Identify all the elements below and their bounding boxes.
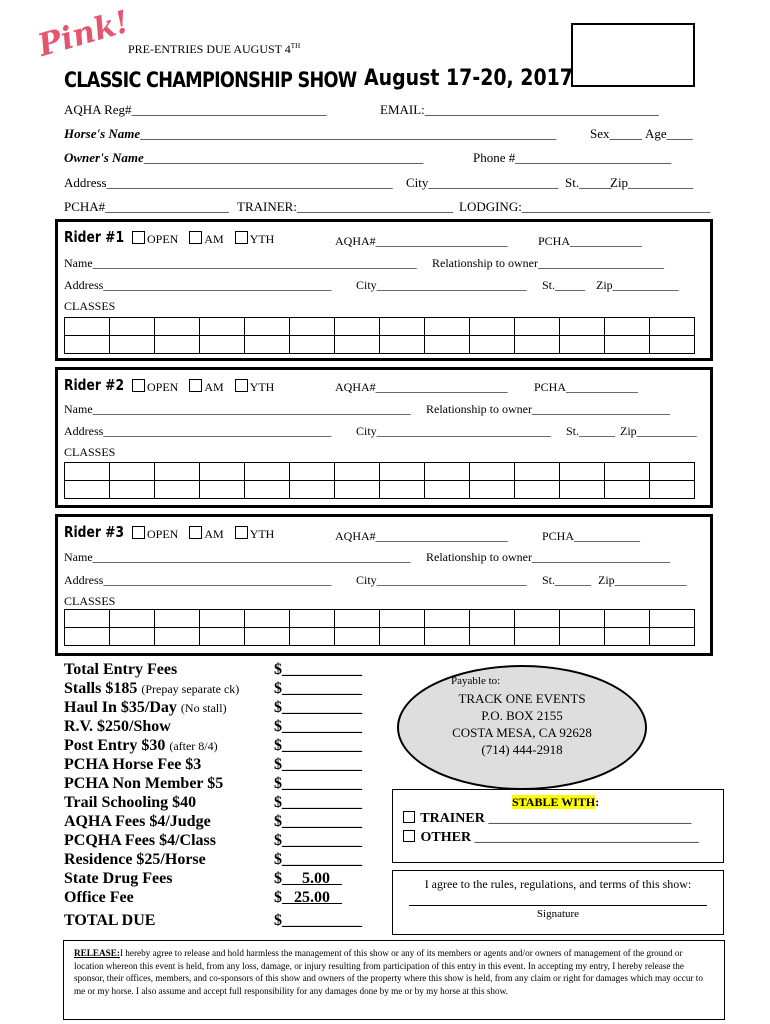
fee-amount-field[interactable]: $__________ — [274, 699, 362, 716]
fee-label: Haul In $35/Day (No stall) — [64, 699, 227, 716]
rider-pcha-field[interactable]: PCHA____________ — [534, 380, 639, 394]
rider-state-field[interactable]: St.______ — [542, 573, 592, 587]
zip-field[interactable]: Zip__________ — [610, 175, 694, 190]
payable-city: COSTA MESA, CA 92628 — [452, 725, 592, 740]
office-use-box — [571, 23, 695, 87]
state-field[interactable]: St._____ — [565, 175, 612, 190]
show-title: CLASSIC CHAMPIONSHIP SHOW — [64, 68, 357, 92]
payable-name: TRACK ONE EVENTS — [458, 691, 586, 706]
open-checkbox[interactable]: OPEN — [132, 232, 178, 246]
age-field[interactable]: Age____ — [645, 126, 693, 141]
total-due-label: TOTAL DUE — [64, 912, 156, 929]
rider-pcha-field[interactable]: PCHA____________ — [538, 234, 643, 248]
pink-copy-stamp: Pink! — [34, 3, 134, 64]
fee-amount-field[interactable]: $__________ — [274, 775, 362, 792]
fee-amount-field[interactable]: $__________ — [274, 794, 362, 811]
rider-address-field[interactable]: Address______________________________________ — [64, 424, 332, 438]
rider-1-section — [55, 219, 713, 361]
lodging-field[interactable]: LODGING:_____________________________ — [459, 199, 711, 214]
address-field[interactable]: Address____________________________________________ — [64, 175, 393, 190]
agreement-box — [392, 870, 724, 935]
open-checkbox[interactable]: OPEN — [132, 527, 178, 541]
rider-classes-label: CLASSES — [64, 445, 116, 459]
rider-2-title: Rider #2 — [64, 376, 125, 394]
fee-label: PCQHA Fees $4/Class — [64, 832, 216, 849]
fee-amounts — [274, 660, 362, 930]
yth-checkbox[interactable]: YTH — [235, 380, 275, 394]
fee-amount-field[interactable]: $__________ — [274, 737, 362, 754]
fee-amount-field[interactable]: $__________ — [274, 813, 362, 830]
total-due-field[interactable]: $__________ — [274, 912, 362, 929]
agreement-text: I agree to the rules, regulations, and terms of this show: — [424, 877, 692, 891]
rider-name-field[interactable]: Name_____________________________________________________ — [64, 550, 411, 564]
rider-city-field[interactable]: City_________________________ — [356, 573, 527, 587]
fee-schedule — [64, 660, 239, 930]
stable-trainer-option[interactable]: TRAINER _____________________________ — [403, 811, 691, 827]
fee-amount-field[interactable]: $__________ — [274, 680, 362, 697]
fee-amount-field[interactable]: $__________ — [274, 851, 362, 868]
rider-aqha-field[interactable]: AQHA#______________________ — [335, 380, 508, 394]
rider-state-field[interactable]: St._____ — [542, 278, 586, 292]
signature-label: Signature — [536, 908, 580, 920]
am-checkbox[interactable]: AM — [189, 380, 223, 394]
pre-entries-deadline: PRE-ENTRIES DUE AUGUST 4TH — [128, 42, 301, 56]
payable-box: P.O. BOX 2155 — [481, 708, 563, 723]
rider-zip-field[interactable]: Zip___________ — [596, 278, 679, 292]
fee-label: Stalls $185 (Prepay separate ck) — [64, 680, 240, 697]
show-dates: August 17-20, 2017 — [364, 66, 573, 91]
trainer-field[interactable]: TRAINER:________________________ — [237, 199, 453, 214]
rider-relationship-field[interactable]: Relationship to owner_______________________ — [426, 550, 670, 564]
rider-relationship-field[interactable]: Relationship to owner_______________________ — [426, 402, 670, 416]
stable-with-title: STABLE WITH: — [512, 795, 600, 809]
fee-label: State Drug Fees — [64, 870, 173, 887]
phone-field[interactable]: Phone #________________________ — [473, 150, 672, 165]
am-checkbox[interactable]: AM — [189, 232, 223, 246]
fee-amount-field[interactable]: $__________ — [274, 718, 362, 735]
fee-amount-field[interactable]: $__________ — [274, 661, 362, 678]
payable-phone: (714) 444-2918 — [481, 742, 563, 757]
fee-label: Trail Schooling $40 — [64, 794, 197, 811]
rider-classes-label: CLASSES — [64, 594, 116, 608]
payable-label: Payable to: — [451, 675, 501, 687]
rider-3-division-options — [132, 526, 282, 542]
pcha-field[interactable]: PCHA#___________________ — [64, 199, 229, 214]
rider-1-title: Rider #1 — [64, 228, 125, 246]
rider-2-division-options — [132, 379, 282, 395]
horse-name-field[interactable]: Horse's Name________________________________________________________________ — [64, 126, 557, 141]
rider-3-classes-grid[interactable] — [64, 609, 695, 646]
rider-zip-field[interactable]: Zip____________ — [598, 573, 687, 587]
rider-1-classes-grid[interactable] — [64, 317, 695, 354]
release-statement: RELEASE:I hereby agree to release and hold harmless the management of this show or any of its members or agents and/or owners of management of the ground or location whereon this event is held, from any loss, damage, or injury resulting from participation of this entry in this event. In accepting my entry, I hereby release the sponsor, their offices, members, and co-sponsors of this show and owners of the property where this show is held, from any claim or right for damages which may occur to me or my horse. I also assume and accept full responsibility for any damages done by me or by my horse at this show. — [63, 940, 725, 1020]
email-field[interactable]: EMAIL:____________________________________ — [380, 102, 659, 117]
stable-other-option[interactable]: OTHER ________________________________ — [403, 830, 699, 846]
fee-label: Post Entry $30 (after 8/4) — [64, 737, 218, 754]
signature-line[interactable] — [409, 905, 707, 906]
open-checkbox[interactable]: OPEN — [132, 380, 178, 394]
rider-name-field[interactable]: Name______________________________________________________ — [64, 256, 417, 270]
rider-name-field[interactable]: Name_____________________________________________________ — [64, 402, 411, 416]
sex-field[interactable]: Sex_____ — [590, 126, 642, 141]
rider-city-field[interactable]: City_________________________ — [356, 278, 527, 292]
fee-label: R.V. $250/Show — [64, 718, 171, 735]
fee-label: Office Fee — [64, 889, 134, 906]
fee-label: Residence $25/Horse — [64, 851, 206, 868]
rider-relationship-field[interactable]: Relationship to owner_____________________ — [432, 256, 664, 270]
rider-1-division-options — [132, 231, 282, 247]
rider-aqha-field[interactable]: AQHA#______________________ — [335, 529, 508, 543]
payable-to-address — [397, 673, 647, 758]
fee-label: AQHA Fees $4/Judge — [64, 813, 211, 830]
drug-fee-amount: $ 5.00 — [274, 870, 330, 887]
rider-city-field[interactable]: City_____________________________ — [356, 424, 551, 438]
fee-label: PCHA Horse Fee $3 — [64, 756, 202, 773]
rider-3-section — [55, 514, 713, 656]
fee-label: PCHA Non Member $5 — [64, 775, 224, 792]
rider-address-field[interactable]: Address______________________________________ — [64, 278, 332, 292]
rider-2-section — [55, 367, 713, 508]
owner-name-field[interactable]: Owner's Name___________________________________________ — [64, 150, 424, 165]
rider-address-field[interactable]: Address______________________________________ — [64, 573, 332, 587]
rider-pcha-field[interactable]: PCHA___________ — [542, 529, 641, 543]
rider-state-field[interactable]: St.______ — [566, 424, 616, 438]
rider-3-title: Rider #3 — [64, 523, 125, 541]
office-fee-amount: $ 25.00 — [274, 889, 330, 906]
rider-zip-field[interactable]: Zip__________ — [620, 424, 697, 438]
fee-amount-field[interactable]: $__________ — [274, 756, 362, 773]
fee-label: Total Entry Fees — [64, 661, 178, 678]
fee-amount-field[interactable]: $__________ — [274, 832, 362, 849]
city-field[interactable]: City____________________ — [406, 175, 559, 190]
rider-2-classes-grid[interactable] — [64, 462, 695, 499]
rider-classes-label: CLASSES — [64, 299, 116, 313]
rider-aqha-field[interactable]: AQHA#______________________ — [335, 234, 508, 248]
am-checkbox[interactable]: AM — [189, 527, 223, 541]
aqha-reg-field[interactable]: AQHA Reg#______________________________ — [64, 102, 327, 117]
yth-checkbox[interactable]: YTH — [235, 527, 275, 541]
stable-with-box — [392, 789, 724, 863]
yth-checkbox[interactable]: YTH — [235, 232, 275, 246]
